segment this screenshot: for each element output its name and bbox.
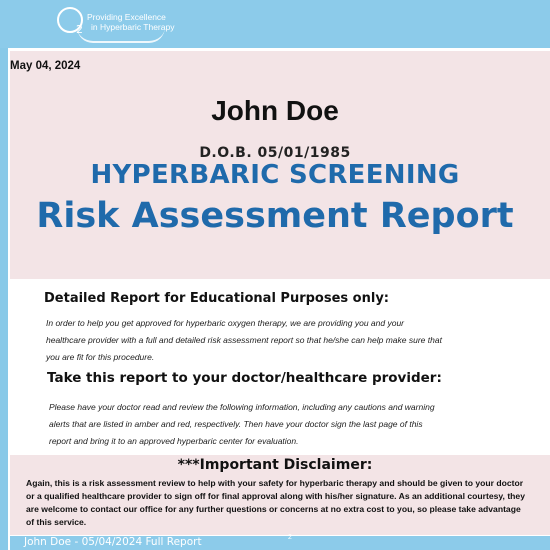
logo-tagline-line2: in Hyperbaric Therapy [91, 22, 175, 32]
text-line: alerts that are listed in amber and red, respectively. Then have your doctor sign the last page of this [49, 419, 423, 429]
report-date: May 04, 2024 [10, 60, 81, 72]
section-heading-educational: Detailed Report for Educational Purposes only: [44, 291, 389, 306]
logo-swoosh [77, 27, 165, 43]
text-line: report and bring it to an approved hyperbaric center for evaluation. [49, 436, 299, 446]
report-title-line1: HYPERBARIC SCREENING [90, 160, 460, 190]
patient-dob: D.O.B. 05/01/1985 [199, 145, 351, 161]
patient-name: John Doe [211, 95, 339, 126]
text-line: Please have your doctor read and review the following information, including any cautions and warning [49, 402, 435, 412]
disclaimer-heading: ***Important Disclaimer: [177, 457, 373, 473]
text-line: healthcare provider with a full and detailed risk assessment report so that he/she can help make sure that [46, 335, 442, 345]
section-text-educational [46, 315, 446, 366]
logo-tagline-line1: Providing Excellence [87, 12, 166, 22]
disclaimer-text: Again, this is a risk assessment review to help with your safety for hyperbaric therapy and should be given to your doctor or a qualified healthcare provider to sign off for final approval along with his/her signature. As an additional courtesy, they are welcome to contact our office for any further questions or concerns at no extra cost to you, so please take advantage of this service. [26, 478, 525, 527]
report-title-line2: Risk Assessment Report [36, 196, 514, 236]
text-line: In order to help you get approved for hyperbaric oxygen therapy, we are providing you and your [46, 318, 405, 328]
text-line: you are fit for this procedure. [46, 352, 155, 362]
page-number: 2 [288, 534, 292, 541]
logo-subscript: 2 [76, 23, 83, 36]
company-logo[interactable] [57, 5, 175, 41]
footer-label: John Doe - 05/04/2024 Full Report [24, 536, 202, 548]
footer-bar [10, 536, 550, 550]
header-band [0, 0, 550, 48]
section-text-doctor [49, 399, 459, 450]
section-heading-doctor: Take this report to your doctor/healthcare provider: [47, 370, 442, 386]
